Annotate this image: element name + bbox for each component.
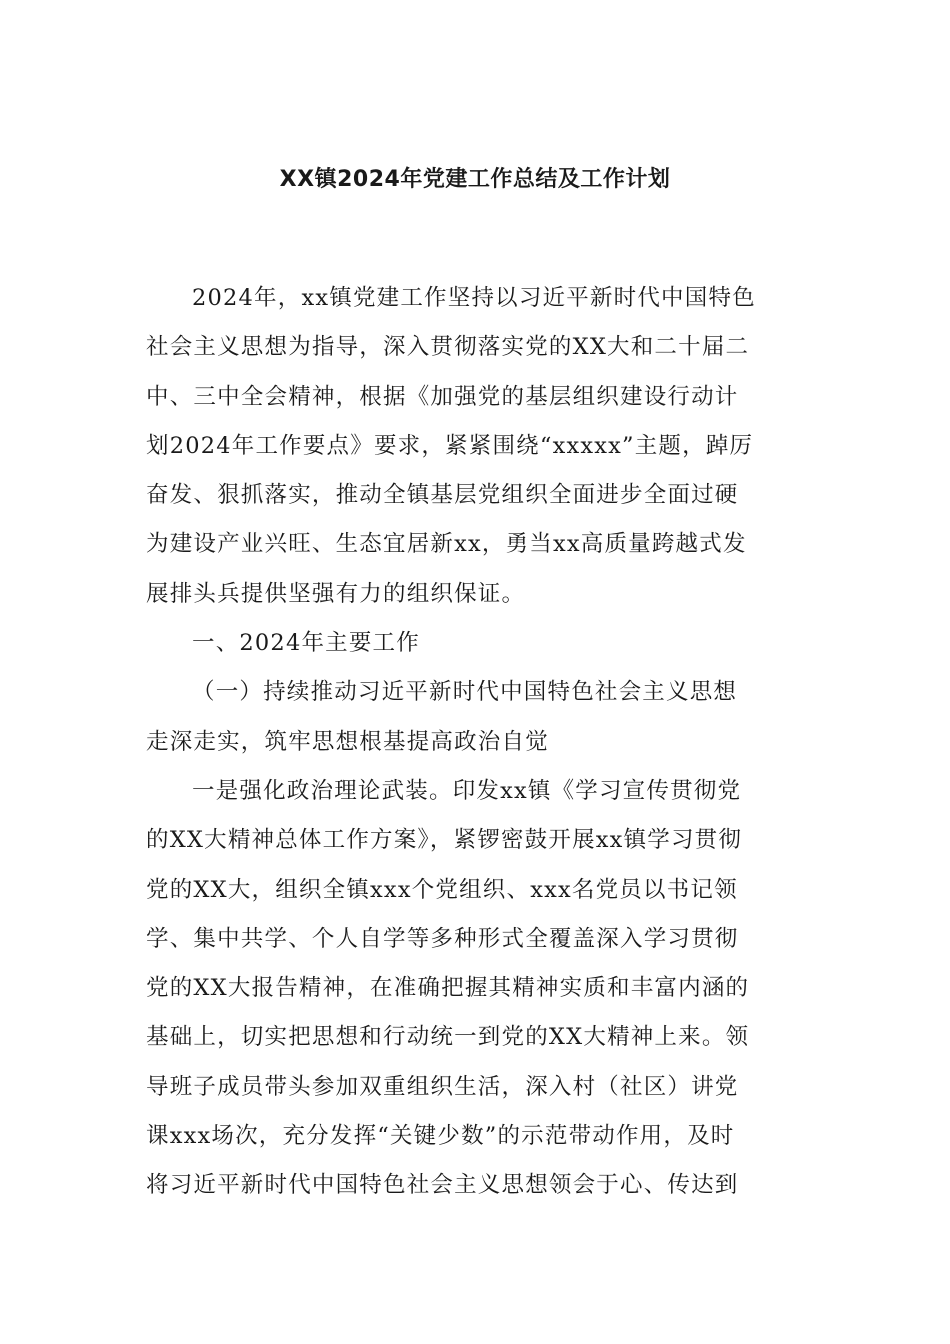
document-title: XX镇2024年党建工作总结及工作计划 [279, 167, 671, 192]
document-body [146, 274, 806, 1211]
text-line: （一）持续推动习近平新时代中国特色社会主义思想 [192, 679, 738, 706]
text-line: 党的XX大报告精神，在准确把握其精神实质和丰富内涵的 [146, 975, 750, 1002]
text-line: 将习近平新时代中国特色社会主义思想领会于心、传达到 [146, 1172, 739, 1199]
text-line: 展排头兵提供坚强有力的组织保证。 [146, 580, 526, 607]
text-line: 中、三中全会精神，根据《加强党的基层组织建设行动计 [146, 383, 739, 410]
text-line: 走深走实，筑牢思想根基提高政治自觉 [146, 728, 549, 755]
text-line: 社会主义思想为指导，深入贯彻落实党的XX大和二十届二 [146, 334, 750, 361]
text-line: 党的XX大，组织全镇xxx个党组织、xxx名党员以书记领 [146, 876, 738, 903]
text-line: 导班子成员带头参加双重组织生活，深入村（社区）讲党 [146, 1073, 739, 1100]
text-line: 一、2024年主要工作 [192, 630, 420, 657]
text-line: 2024年，xx镇党建工作坚持以习近平新时代中国特色 [192, 285, 756, 311]
text-line: 的XX大精神总体工作方案》，紧锣密鼓开展xx镇学习贯彻 [146, 827, 743, 854]
text-line: 基础上，切实把思想和行动统一到党的XX大精神上来。领 [146, 1024, 750, 1051]
text-line: 课xxx场次，充分发挥“关键少数”的示范带动作用，及时 [146, 1123, 735, 1150]
text-line: 划2024年工作要点》要求，紧紧围绕“xxxxx”主题，踔厉 [146, 432, 754, 459]
text-line: 一是强化政治理论武装。印发xx镇《学习宣传贯彻党 [192, 777, 742, 804]
text-line: 为建设产业兴旺、生态宜居新xx，勇当xx高质量跨越式发 [146, 531, 747, 558]
text-line: 奋发、狠抓落实，推动全镇基层党组织全面进步全面过硬 [146, 482, 739, 509]
text-line: 学、集中共学、个人自学等多种形式全覆盖深入学习贯彻 [146, 925, 739, 952]
